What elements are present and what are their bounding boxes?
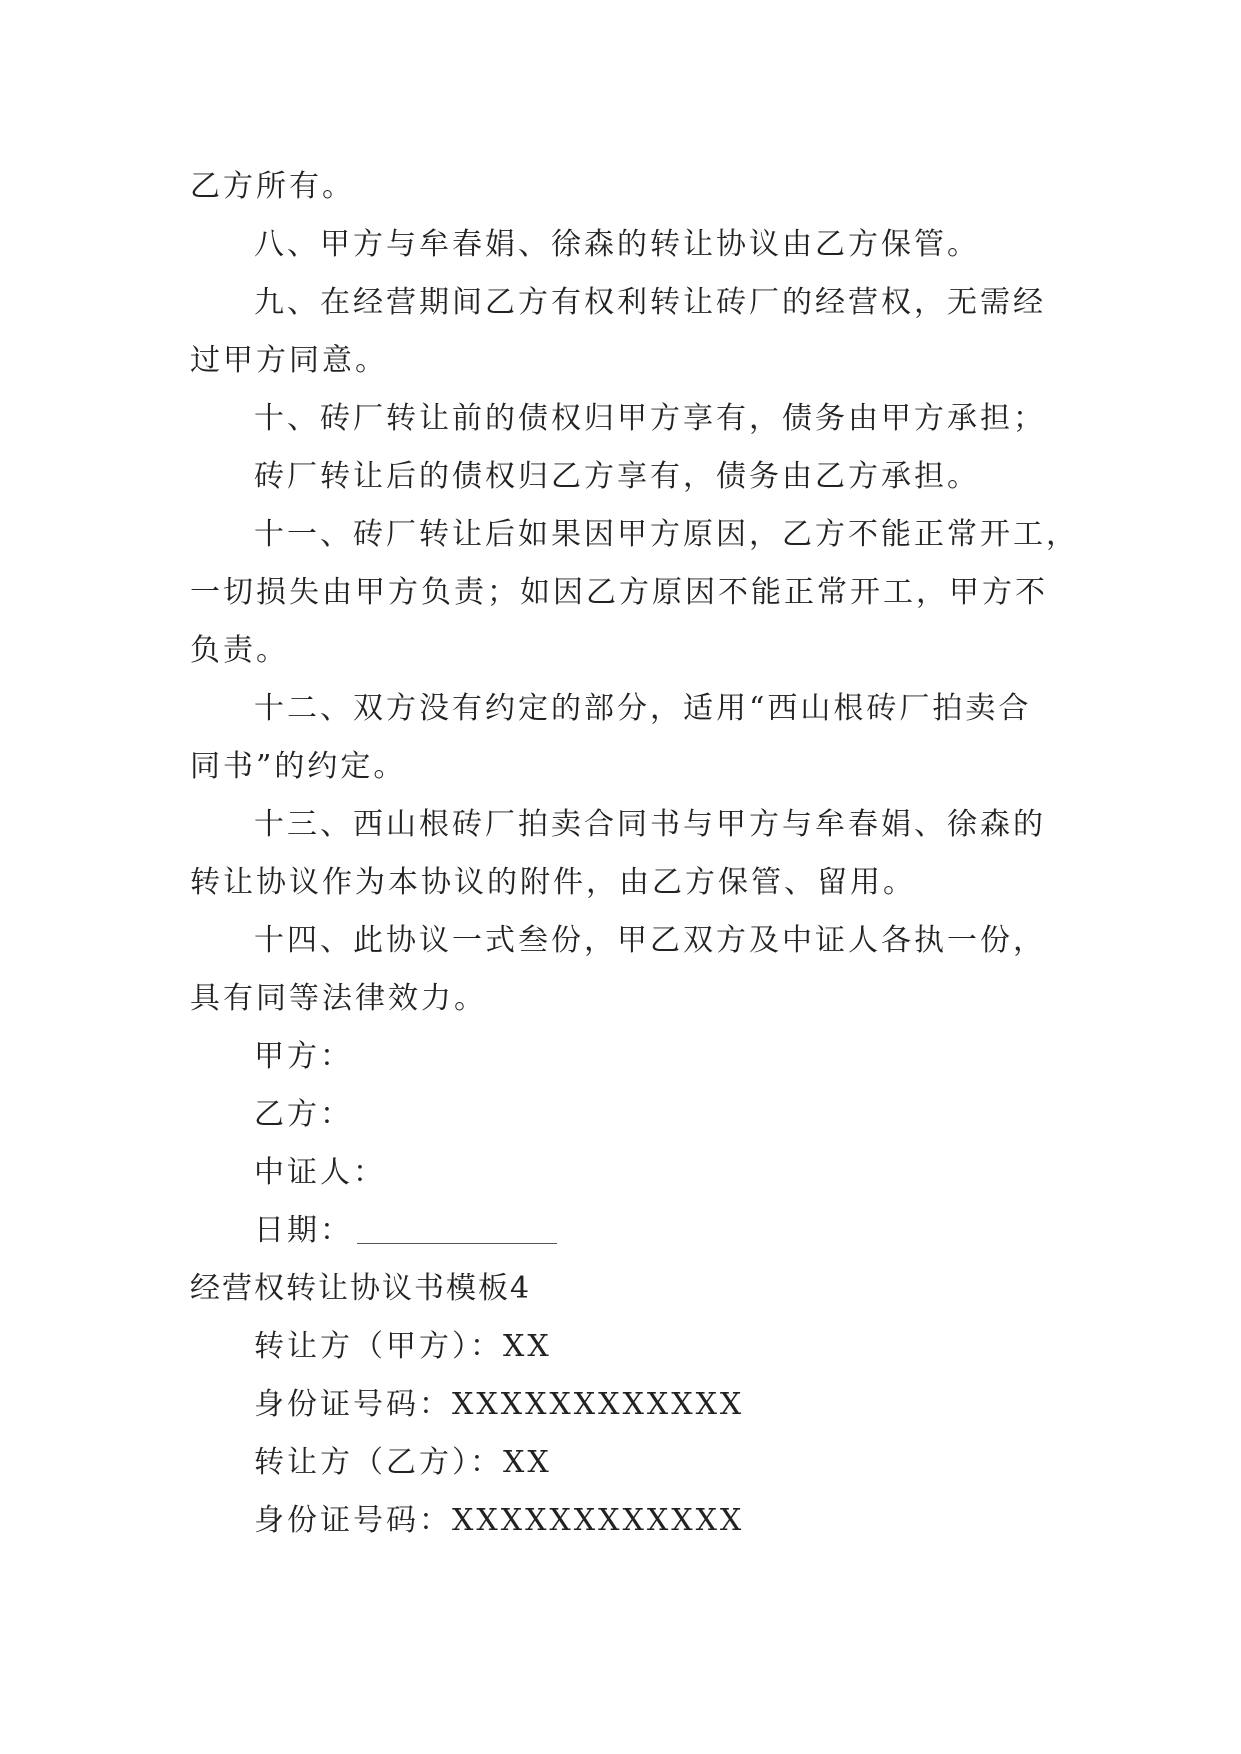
date-blank — [357, 1213, 557, 1244]
text-line: 中证人： — [254, 1155, 386, 1190]
party-b-line: 转让方（乙方）：XX — [254, 1445, 552, 1480]
text-line: 同书”的约定。 — [190, 749, 407, 784]
document-body — [190, 158, 1079, 1550]
text-line: 转让协议作为本协议的附件，由乙方保管、留用。 — [190, 865, 916, 900]
text-line: 过甲方同意。 — [190, 343, 388, 378]
text-line: 十二、双方没有约定的部分，适用“西山根砖厂拍卖合 — [254, 691, 1032, 726]
text-line: 八、甲方与牟春娟、徐森的转让协议由乙方保管。 — [254, 227, 980, 262]
text-line: 负责。 — [190, 633, 289, 668]
text-line: 甲方： — [254, 1039, 353, 1074]
text-line: 九、在经营期间乙方有权利转让砖厂的经营权，无需经 — [254, 285, 1046, 320]
text-line: 十四、此协议一式叁份，甲乙双方及中证人各执一份， — [254, 923, 1046, 958]
text-line: 具有同等法律效力。 — [190, 981, 487, 1016]
date-line — [190, 1202, 1050, 1260]
text-line: 砖厂转让后的债权归乙方享有，债务由乙方承担。 — [254, 459, 980, 494]
date-label: 日期： — [254, 1213, 353, 1248]
party-b-id-line: 身份证号码：XXXXXXXXXXXX — [254, 1503, 745, 1538]
party-a-line: 转让方（甲方）：XX — [254, 1329, 552, 1364]
party-a-id-line: 身份证号码：XXXXXXXXXXXX — [254, 1387, 745, 1422]
text-line: 乙方所有。 — [190, 169, 355, 204]
text-line: 十、砖厂转让前的债权归甲方享有，债务由甲方承担； — [254, 401, 1046, 436]
text-line: 乙方： — [254, 1097, 353, 1132]
section-heading: 经营权转让协议书模板4 — [190, 1271, 532, 1306]
body-text — [190, 158, 1079, 1202]
text-line: 一切损失由甲方负责；如因乙方原因不能正常开工，甲方不 — [190, 575, 1048, 610]
text-line: 十一、砖厂转让后如果因甲方原因，乙方不能正常开工， — [254, 517, 1079, 552]
text-line: 十三、西山根砖厂拍卖合同书与甲方与牟春娟、徐森的 — [254, 807, 1046, 842]
